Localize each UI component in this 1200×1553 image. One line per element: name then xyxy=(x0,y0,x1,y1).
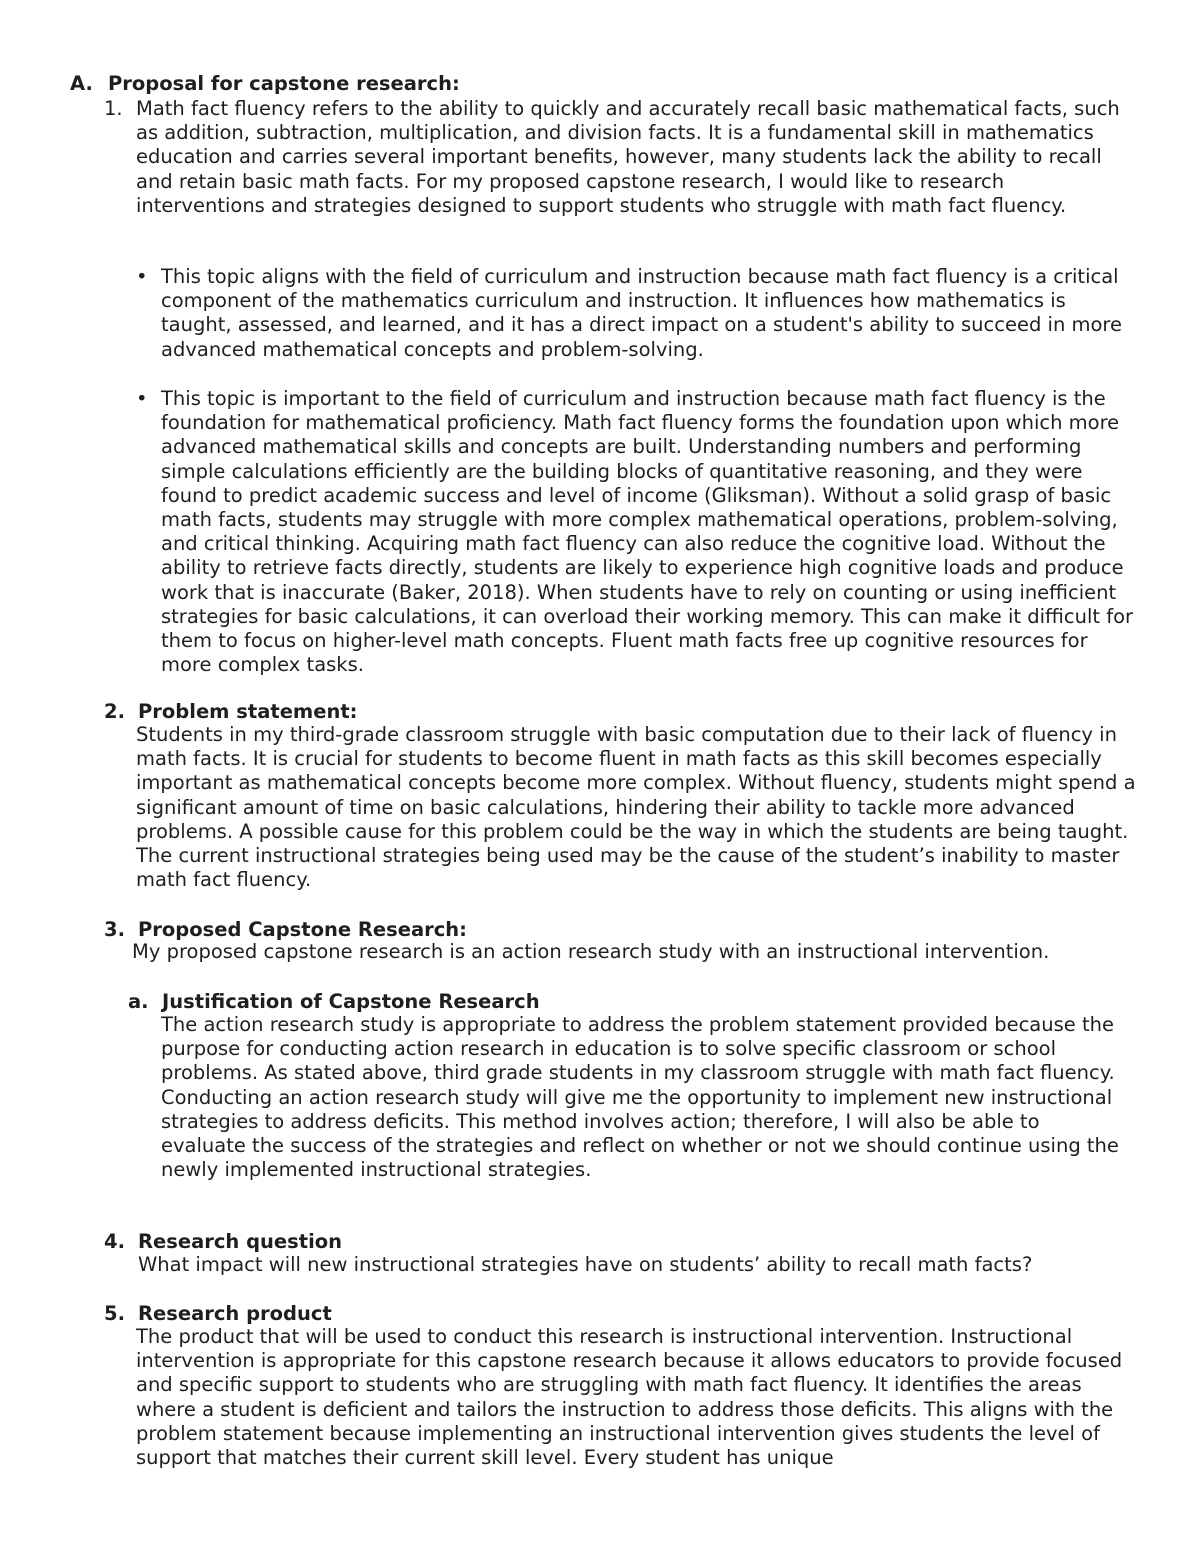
item-5-title: Research product xyxy=(138,1302,332,1325)
item-1-paragraph: Math fact fluency refers to the ability to quickly and accurately recall basic mathematical facts, such as addition, subtraction, multiplication, and division facts. It is a fundamental skill in mathematics education and carries several important benefits, however, many students lack the ability to recall and retain basic math facts. For my proposed capstone research, I would like to research interventions and strategies designed to support students who struggle with math fact fluency. xyxy=(136,97,1120,217)
item-3-number: 3. xyxy=(104,918,125,941)
item-2-title: Problem statement: xyxy=(138,700,358,723)
bullet-2-paragraph: This topic is important to the field of curriculum and instruction because math fact fluency is the foundation for mathematical proficiency. Math fact fluency forms the foundation upon which more advanced mathematical skills and concepts are built. Understanding numbers and performing simple calculations efficiently are the building blocks of quantitative reasoning, and they were found to predict academic success and level of income (Gliksman). Without a solid grasp of basic math facts, students may struggle with more complex mathematical operations, problem-solving, and critical thinking. Acquiring math fact fluency can also reduce the cognitive load. Without the ability to retrieve facts directly, students are likely to experience high cognitive loads and produce work that is inaccurate (Baker, 2018). When students have to rely on counting or using inefficient strategies for basic calculations, it can overload their working memory. This can make it difficult for them to focus on higher-level math concepts. Fluent math facts free up cognitive resources for more complex tasks. xyxy=(161,387,1134,677)
item-5-paragraph: The product that will be used to conduct this research is instructional intervention. Instructional intervention is appropriate for this capstone research because it allows educators to provide focused and specific support to students who are struggling with math fact fluency. It identifies the areas where a student is deficient and tailors the instruction to address those deficits. This aligns with the problem statement because implementing an instructional intervention gives students the level of support that matches their current skill level. Every student has unique xyxy=(136,1325,1123,1470)
bullet-1-paragraph: This topic aligns with the field of curriculum and instruction because math fact fluency is a critical component of the mathematics curriculum and instruction. It influences how mathematics is taught, assessed, and learned, and it has a direct impact on a student's ability to succeed in more advanced mathematical concepts and problem-solving. xyxy=(161,265,1123,361)
sub-a-letter: a. xyxy=(128,990,149,1013)
item-3-paragraph: My proposed capstone research is an action research study with an instructional intervention. xyxy=(132,940,1050,963)
item-4-number: 4. xyxy=(104,1230,125,1253)
item-3-title: Proposed Capstone Research: xyxy=(138,918,467,941)
bullet-marker: • xyxy=(136,387,148,410)
item-5-number: 5. xyxy=(104,1302,125,1325)
item-1-number: 1. xyxy=(104,97,123,120)
section-letter: A. xyxy=(70,72,93,95)
item-4-title: Research question xyxy=(138,1230,343,1253)
item-2-paragraph: Students in my third-grade classroom struggle with basic computation due to their lack of fluency in math facts. It is crucial for students to become fluent in math facts as this skill becomes especially important as mathematical concepts become more complex. Without fluency, students might spend a significant amount of time on basic calculations, hindering their ability to tackle more advanced problems. A possible cause for this problem could be the way in which the students are being taught. The current instructional strategies being used may be the cause of the student’s inability to master math fact fluency. xyxy=(136,723,1136,892)
item-2-number: 2. xyxy=(104,700,125,723)
item-4-paragraph: What impact will new instructional strategies have on students’ ability to recall math facts? xyxy=(138,1253,1033,1276)
bullet-marker: • xyxy=(136,265,148,288)
sub-a-title: Justification of Capstone Research xyxy=(162,990,540,1013)
section-title: Proposal for capstone research: xyxy=(108,72,460,95)
sub-a-paragraph: The action research study is appropriate to address the problem statement provided because the purpose for conducting action research in education is to solve specific classroom or school problems. As stated above, third grade students in my classroom struggle with math fact fluency. Conducting an action research study will give me the opportunity to implement new instructional strategies to address deficits. This method involves action; therefore, I will also be able to evaluate the success of the strategies and reflect on whether or not we should continue using the newly implemented instructional strategies. xyxy=(161,1013,1119,1182)
